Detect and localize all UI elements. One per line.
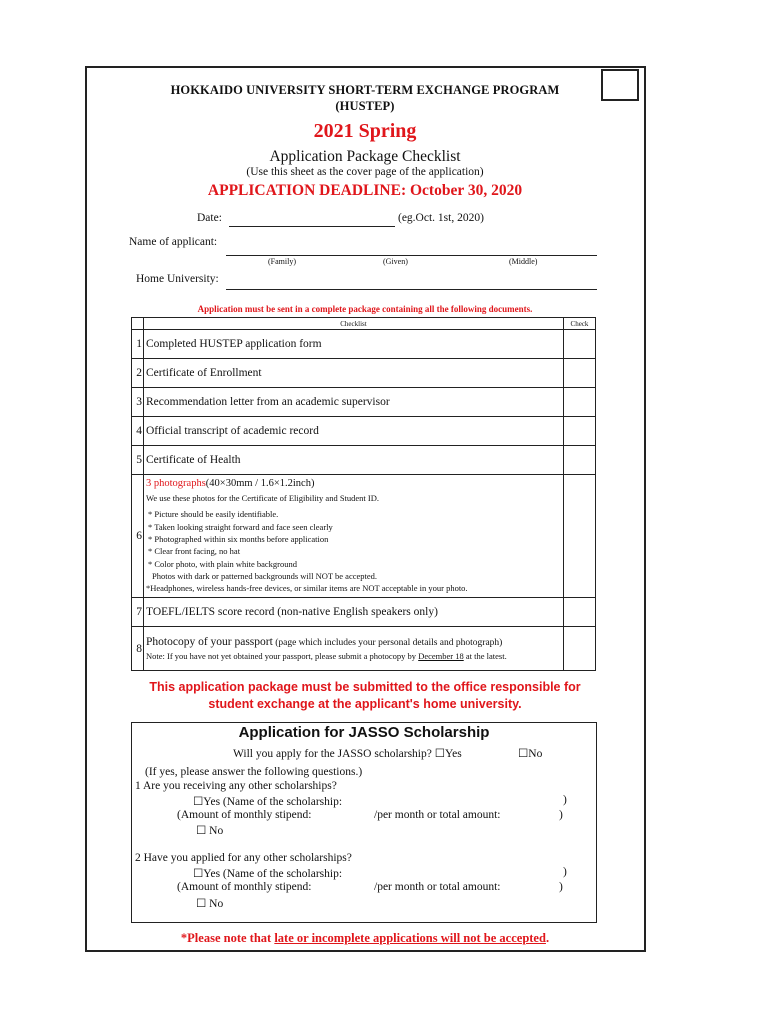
item-number: 8 [132, 627, 144, 671]
passport-note: Note: If you have not yet obtained your passport, please submit a photocopy by [146, 651, 419, 661]
q1-per-label: /per month or total amount: [374, 809, 501, 821]
footer-pre: *Please note that [180, 931, 275, 945]
checklist-row [132, 475, 596, 598]
question-2: 2 Have you applied for any other scholarships? [135, 852, 352, 864]
q1-no-checkbox[interactable]: ☐ No [196, 825, 224, 837]
photo-bullet: * Clear front facing, no hat [148, 546, 241, 557]
q2-close-paren: ) [563, 866, 567, 878]
photo-bullet: * Taken looking straight forward and face seen clearly [148, 521, 333, 532]
photo-bullet: * Photographed within six months before application [148, 534, 329, 545]
photo-bullet: Photos with dark or patterned backgrounds will NOT be accepted. [152, 570, 378, 581]
check-cell[interactable] [564, 446, 596, 475]
check-cell[interactable] [564, 475, 596, 598]
item-text: Recommendation letter from an academic supervisor [144, 388, 564, 417]
check-cell[interactable] [564, 330, 596, 359]
check-cell[interactable] [564, 359, 596, 388]
checklist-row [132, 417, 596, 446]
footer-underlined: late or incomplete applications will not be accepted [274, 931, 546, 945]
footer-post: . [545, 931, 550, 945]
check-cell[interactable] [564, 627, 596, 671]
question-1: 1 Are you receiving any other scholarships? [135, 780, 337, 792]
checklist-row [132, 359, 596, 388]
item-text: Official transcript of academic record [144, 417, 564, 446]
item-text: Certificate of Enrollment [144, 359, 564, 388]
item-number: 3 [132, 388, 144, 417]
passport-note-end: at the latest. [463, 651, 507, 661]
given-label: (Given) [383, 257, 408, 266]
middle-label: (Middle) [509, 257, 538, 266]
photo-title: 3 photographs [146, 478, 206, 490]
footer-note [100, 931, 630, 946]
check-cell[interactable] [564, 417, 596, 446]
item-number: 6 [132, 475, 144, 598]
page-title: Application Package Checklist [269, 148, 461, 165]
date-label: Date: [197, 212, 222, 224]
jasso-title: Application for JASSO Scholarship [238, 724, 490, 741]
checklist-table [131, 317, 596, 671]
check-header: Check [564, 318, 596, 330]
date-field[interactable] [229, 226, 395, 227]
jasso-no-checkbox[interactable]: ☐No [518, 748, 543, 760]
name-field[interactable] [226, 255, 597, 256]
university-label: Home University: [136, 273, 219, 285]
item-number: 1 [132, 330, 144, 359]
check-cell[interactable] [564, 388, 596, 417]
q2-no-checkbox[interactable]: ☐ No [196, 898, 224, 910]
package-notice: Application must be sent in a complete package containing all the following documents. [197, 304, 533, 314]
q2-amount-label: (Amount of monthly stipend: [177, 881, 312, 893]
checklist-row [132, 388, 596, 417]
checklist-row [132, 330, 596, 359]
q2-yes-checkbox[interactable]: ☐Yes (Name of the scholarship: [193, 868, 343, 880]
page-subtitle: (Use this sheet as the cover page of the application) [246, 166, 484, 178]
item-text: TOEFL/IELTS score record (non-native English speakers only) [144, 598, 564, 627]
item-number: 4 [132, 417, 144, 446]
name-label: Name of applicant: [129, 236, 218, 248]
photo-intro: We use these photos for the Certificate of Eligibility and Student ID. [146, 493, 380, 504]
term: 2021 Spring [313, 120, 417, 142]
checklist-header: Checklist [144, 318, 564, 330]
date-example: (eg.Oct. 1st, 2020) [398, 212, 484, 224]
item-number: 5 [132, 446, 144, 475]
q1-yes-checkbox[interactable]: ☐Yes (Name of the scholarship: [193, 796, 343, 808]
check-cell[interactable] [564, 598, 596, 627]
jasso-question[interactable]: Will you apply for the JASSO scholarship? ☐Yes [233, 748, 462, 760]
q1-amount-label: (Amount of monthly stipend: [177, 809, 312, 821]
submit-notice-line2: student exchange at the applicant's home university. [208, 697, 522, 711]
photo-bullet: * Color photo, with plain white background [148, 558, 297, 569]
checklist-row [132, 598, 596, 627]
passport-note-date: December 18 [418, 651, 464, 661]
passport-title: Photocopy of your passport [146, 636, 273, 648]
submit-notice-line1: This application package must be submitted to the office responsible for [149, 680, 581, 694]
q1-close-paren: ) [563, 794, 567, 806]
item-text: Certificate of Health [144, 446, 564, 475]
university-field[interactable] [226, 289, 597, 290]
photo-bullet: *Headphones, wireless hands-free devices, or similar items are NOT acceptable in your photo. [146, 583, 468, 594]
item-text: Completed HUSTEP application form [144, 330, 564, 359]
photo-size: (40×30mm / 1.6×1.2inch) [205, 478, 315, 490]
family-label: (Family) [268, 257, 296, 266]
q2-close-paren-2: ) [559, 881, 563, 893]
checklist-row [132, 627, 596, 671]
jasso-intro: (If yes, please answer the following questions.) [145, 766, 363, 778]
passport-detail: (page which includes your personal details and photograph) [272, 638, 503, 648]
item-number: 7 [132, 598, 144, 627]
q2-per-label: /per month or total amount: [374, 881, 501, 893]
q1-close-paren-2: ) [559, 809, 563, 821]
photo-bullet: * Picture should be easily identifiable. [148, 509, 279, 520]
item-number: 2 [132, 359, 144, 388]
program-acronym: (HUSTEP) [335, 99, 395, 113]
deadline: APPLICATION DEADLINE: October 30, 2020 [207, 182, 523, 199]
program-title: HOKKAIDO UNIVERSITY SHORT-TERM EXCHANGE PROGRAM [170, 83, 560, 97]
checklist-row [132, 446, 596, 475]
